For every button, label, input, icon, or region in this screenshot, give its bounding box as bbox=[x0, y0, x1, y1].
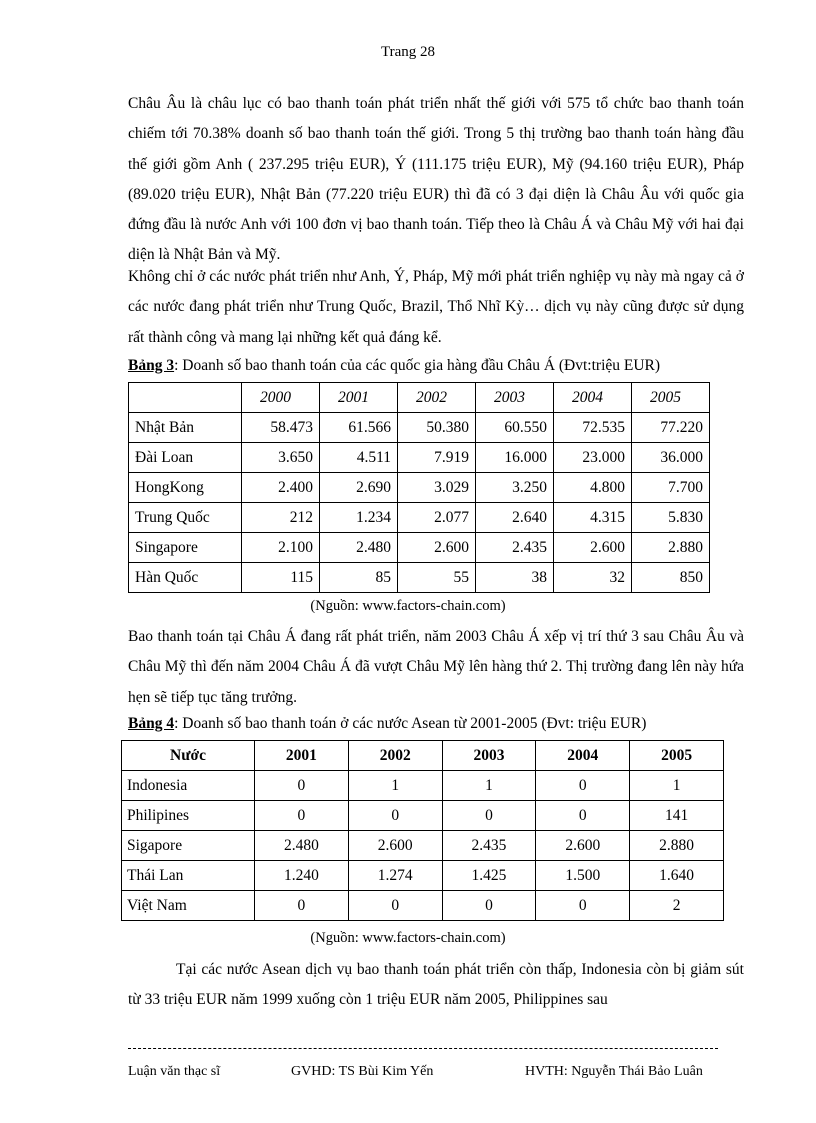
table-cell: 50.380 bbox=[398, 413, 476, 443]
table-cell: 1.274 bbox=[348, 861, 442, 891]
table-cell: 0 bbox=[255, 771, 349, 801]
table-row bbox=[129, 563, 710, 593]
table-row-label: Việt Nam bbox=[122, 891, 255, 921]
table-cell: 2.480 bbox=[320, 533, 398, 563]
table-header-cell: 2004 bbox=[554, 383, 632, 413]
table-header-cell: 2002 bbox=[348, 741, 442, 771]
footer-thesis: Luận văn thạc sĩ bbox=[128, 1064, 221, 1079]
table4-caption-text: : Doanh số bao thanh toán ở các nước Asean từ 2001-2005 (Đvt: triệu EUR) bbox=[174, 715, 647, 732]
table-cell: 2.600 bbox=[398, 533, 476, 563]
table-cell: 1.425 bbox=[442, 861, 536, 891]
table-cell: 4.511 bbox=[320, 443, 398, 473]
table-row bbox=[129, 533, 710, 563]
table-row bbox=[122, 831, 724, 861]
table-cell: 1 bbox=[442, 771, 536, 801]
table-cell: 2.600 bbox=[536, 831, 630, 861]
table-cell: 850 bbox=[632, 563, 710, 593]
table-cell: 2.480 bbox=[255, 831, 349, 861]
table-cell: 1 bbox=[348, 771, 442, 801]
table4-source: (Nguồn: www.factors-chain.com) bbox=[310, 930, 506, 946]
table-cell: 1 bbox=[630, 771, 724, 801]
footer-divider bbox=[128, 1048, 718, 1049]
paragraph-developing-countries: Không chỉ ở các nước phát triển như Anh, Ý, Pháp, Mỹ mới phát triển nghiệp vụ này mà ngay cả ở các nước đang phát triển như Trung Quốc, Brazil, Thổ Nhĩ Kỳ… dịch vụ này cũng được sử dụng rất thành công và mang lại những kết quả đáng kể. bbox=[128, 268, 744, 346]
table-header-cell: 2001 bbox=[255, 741, 349, 771]
table-cell: 2.600 bbox=[348, 831, 442, 861]
table-header-cell: Nước bbox=[122, 741, 255, 771]
table-row bbox=[122, 861, 724, 891]
footer-author: HVTH: Nguyễn Thái Bảo Luân bbox=[525, 1064, 703, 1079]
table-cell: 2.600 bbox=[554, 533, 632, 563]
table-cell: 32 bbox=[554, 563, 632, 593]
table-row-label: Hàn Quốc bbox=[129, 563, 242, 593]
table-cell: 2.400 bbox=[242, 473, 320, 503]
table-row-label: Singapore bbox=[129, 533, 242, 563]
table-cell: 212 bbox=[242, 503, 320, 533]
table-header-cell: 2003 bbox=[442, 741, 536, 771]
table-cell: 0 bbox=[255, 801, 349, 831]
table-cell: 141 bbox=[630, 801, 724, 831]
table-cell: 55 bbox=[398, 563, 476, 593]
table-cell: 85 bbox=[320, 563, 398, 593]
table3-caption bbox=[128, 355, 744, 377]
table-cell: 2.640 bbox=[476, 503, 554, 533]
table-header-cell bbox=[129, 383, 242, 413]
table-cell: 5.830 bbox=[632, 503, 710, 533]
table-asean-factoring bbox=[121, 740, 724, 921]
table-row-label: Đài Loan bbox=[129, 443, 242, 473]
table-cell: 2.880 bbox=[632, 533, 710, 563]
table-row-label: Trung Quốc bbox=[129, 503, 242, 533]
table-header-cell: 2005 bbox=[632, 383, 710, 413]
table-cell: 7.919 bbox=[398, 443, 476, 473]
table-cell: 1.640 bbox=[630, 861, 724, 891]
table-cell: 3.250 bbox=[476, 473, 554, 503]
table-cell: 3.650 bbox=[242, 443, 320, 473]
table-cell: 0 bbox=[348, 891, 442, 921]
table-cell: 36.000 bbox=[632, 443, 710, 473]
table-header-cell: 2001 bbox=[320, 383, 398, 413]
table-row-label: HongKong bbox=[129, 473, 242, 503]
table-cell: 61.566 bbox=[320, 413, 398, 443]
table-cell: 2.435 bbox=[476, 533, 554, 563]
table-cell: 2.880 bbox=[630, 831, 724, 861]
table-cell: 2.690 bbox=[320, 473, 398, 503]
table-header-row bbox=[129, 383, 710, 413]
table-asia-factoring bbox=[128, 382, 710, 593]
table-cell: 2.100 bbox=[242, 533, 320, 563]
table-header-cell: 2000 bbox=[242, 383, 320, 413]
table-cell: 77.220 bbox=[632, 413, 710, 443]
table-header-cell: 2002 bbox=[398, 383, 476, 413]
table-cell: 23.000 bbox=[554, 443, 632, 473]
table-row bbox=[122, 891, 724, 921]
table-row bbox=[122, 771, 724, 801]
table-cell: 58.473 bbox=[242, 413, 320, 443]
table-cell: 115 bbox=[242, 563, 320, 593]
table-header-cell: 2004 bbox=[536, 741, 630, 771]
table-cell: 7.700 bbox=[632, 473, 710, 503]
table-cell: 0 bbox=[536, 801, 630, 831]
table-row-label: Philipines bbox=[122, 801, 255, 831]
table-cell: 0 bbox=[255, 891, 349, 921]
table-cell: 1.500 bbox=[536, 861, 630, 891]
table-row-label: Indonesia bbox=[122, 771, 255, 801]
table-row bbox=[129, 443, 710, 473]
table4-caption bbox=[128, 713, 744, 735]
table-cell: 2.077 bbox=[398, 503, 476, 533]
table-row bbox=[129, 473, 710, 503]
table-cell: 72.535 bbox=[554, 413, 632, 443]
page-number: Trang 28 bbox=[380, 44, 436, 60]
paragraph-europe: Châu Âu là châu lục có bao thanh toán phát triển nhất thế giới với 575 tổ chức bao thanh toán chiếm tới 70.38% doanh số bao thanh toán thế giới. Trong 5 thị trường bao thanh toán hàng đầu thế giới gồm Anh ( 237.295 triệu EUR), Ý (111.175 triệu EUR), Mỹ (94.160 triệu EUR), Pháp (89.020 triệu EUR), Nhật Bản (77.220 triệu EUR) thì đã có 3 đại diện là Châu Âu với quốc gia đứng đầu là nước Anh với 100 đơn vị bao thanh toán. Tiếp theo là Châu Á và Châu Mỹ với hai đại diện là Nhật Bản và Mỹ. bbox=[128, 95, 744, 264]
table-row-label: Sigapore bbox=[122, 831, 255, 861]
table-cell: 0 bbox=[536, 891, 630, 921]
table-cell: 0 bbox=[442, 891, 536, 921]
table-row-label: Nhật Bản bbox=[129, 413, 242, 443]
table-row bbox=[129, 413, 710, 443]
table-cell: 4.800 bbox=[554, 473, 632, 503]
table4-label: Bảng 4 bbox=[128, 715, 175, 732]
table-cell: 2 bbox=[630, 891, 724, 921]
table-cell: 60.550 bbox=[476, 413, 554, 443]
table-cell: 0 bbox=[348, 801, 442, 831]
paragraph-asia-growth: Bao thanh toán tại Châu Á đang rất phát triển, năm 2003 Châu Á xếp vị trí thứ 3 sau Châu Âu và Châu Mỹ thì đến năm 2004 Châu Á đã vượt Châu Mỹ lên hàng thứ 2. Thị trường đang lên này hứa hẹn sẽ tiếp tục tăng trưởng. bbox=[128, 628, 744, 706]
table-header-cell: 2005 bbox=[630, 741, 724, 771]
footer-advisor: GVHD: TS Bùi Kim Yến bbox=[291, 1064, 434, 1079]
table-cell: 16.000 bbox=[476, 443, 554, 473]
table-row-label: Thái Lan bbox=[122, 861, 255, 891]
table-row bbox=[122, 801, 724, 831]
table-cell: 2.435 bbox=[442, 831, 536, 861]
table3-caption-text: : Doanh số bao thanh toán của các quốc gia hàng đầu Châu Á (Đvt:triệu EUR) bbox=[174, 357, 661, 374]
paragraph-asean: Tại các nước Asean dịch vụ bao thanh toán phát triển còn thấp, Indonesia còn bị giảm sút từ 33 triệu EUR năm 1999 xuống còn 1 triệu EUR năm 2005, Philippines sau bbox=[128, 961, 744, 1009]
table-cell: 0 bbox=[536, 771, 630, 801]
table-header-cell: 2003 bbox=[476, 383, 554, 413]
table-cell: 4.315 bbox=[554, 503, 632, 533]
table3-label: Bảng 3 bbox=[128, 357, 175, 374]
table-row bbox=[129, 503, 710, 533]
table-header-row bbox=[122, 741, 724, 771]
table3-source: (Nguồn: www.factors-chain.com) bbox=[310, 598, 506, 614]
table-cell: 1.240 bbox=[255, 861, 349, 891]
table-cell: 38 bbox=[476, 563, 554, 593]
table-cell: 1.234 bbox=[320, 503, 398, 533]
table-cell: 0 bbox=[442, 801, 536, 831]
table-cell: 3.029 bbox=[398, 473, 476, 503]
